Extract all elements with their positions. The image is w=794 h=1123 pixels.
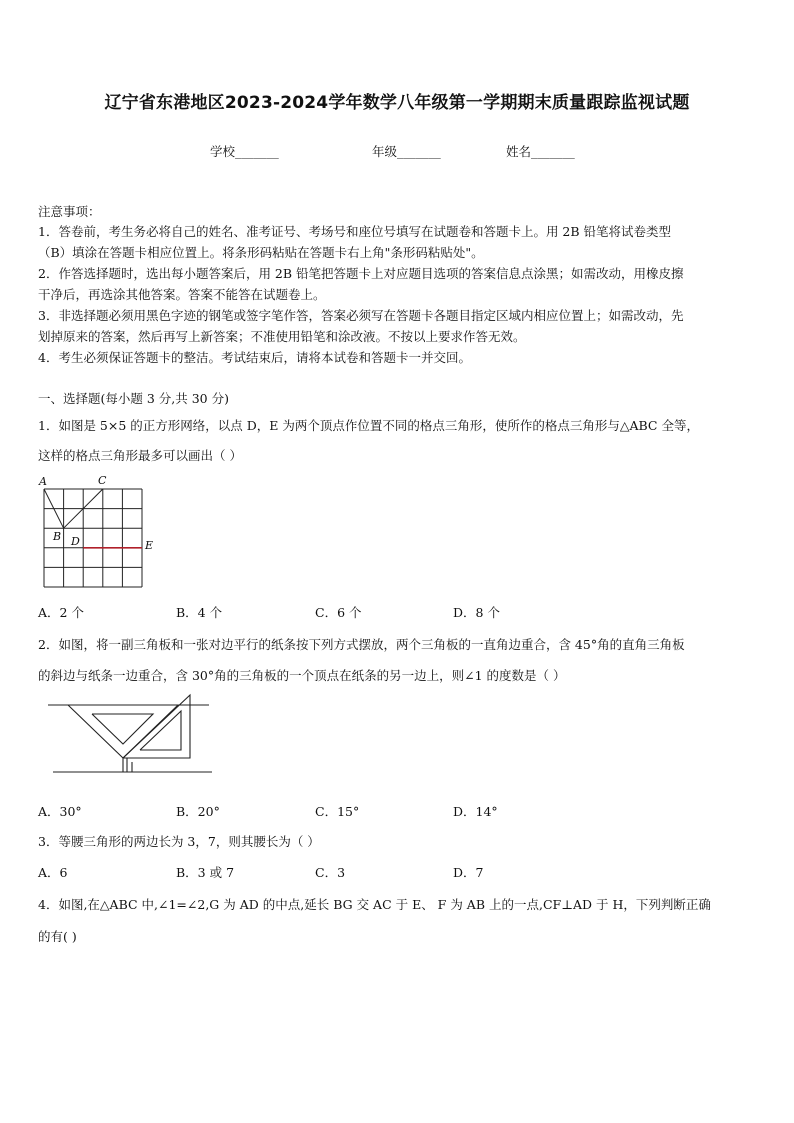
question-3-text: 3．等腰三角形的两边长为 3，7，则其腰长为（ ） bbox=[38, 834, 320, 849]
q1-option-b: B．4 个 bbox=[176, 605, 223, 620]
question-1-text: 这样的格点三角形最多可以画出（ ） bbox=[38, 448, 242, 463]
q1-option-d: D．8 个 bbox=[453, 605, 500, 620]
notice-heading: 注意事项： bbox=[38, 204, 101, 219]
q2-option-d: D．14° bbox=[453, 804, 498, 819]
q1-option-c: C．6 个 bbox=[315, 605, 362, 620]
notice-line: （B）填涂在答题卡相应位置上。将条形码粘贴在答题卡右上角"条形码粘贴处"。 bbox=[38, 245, 484, 260]
q2-option-b: B．20° bbox=[176, 804, 220, 819]
notice-line: 干净后，再选涂其他答案。答案不能答在试题卷上。 bbox=[38, 287, 326, 302]
label-c: C bbox=[98, 474, 107, 487]
q2-option-c: C．15° bbox=[315, 804, 360, 819]
q2-option-a: A．30° bbox=[38, 804, 82, 819]
question-4-text: 的有( ) bbox=[38, 929, 77, 944]
name-field: 姓名_______ bbox=[506, 144, 575, 159]
notice-line: 划掉原来的答案，然后再写上新答案；不准使用铅笔和涂改液。不按以上要求作答无效。 bbox=[38, 329, 526, 344]
notice-line: 3．非选择题必须用黑色字迹的钢笔或签字笔作答，答案必须写在答题卡各题目指定区域内相应位置上；如需改动，先 bbox=[38, 308, 684, 323]
grade-field: 年级_______ bbox=[372, 144, 441, 159]
label-b: B bbox=[53, 530, 62, 543]
label-e: E bbox=[145, 539, 154, 552]
notice-line: 4．考生必须保证答题卡的整洁。考试结束后，请将本试卷和答题卡一并交回。 bbox=[38, 350, 471, 365]
q3-option-c: C．3 bbox=[315, 865, 346, 880]
question-4-text: 4．如图,在△ABC 中,∠1=∠2,G 为 AD 的中点,延长 BG 交 AC 于 E、 F 为 AB 上的一点,CF⊥AD 于 H，下列判断正确 bbox=[38, 897, 711, 912]
section-heading: 一、选择题(每小题 3 分,共 30 分) bbox=[38, 391, 229, 406]
question-2-text: 的斜边与纸条一边重合，含 30°角的三角板的一个顶点在纸条的另一边上，则∠1 的度数是（ ） bbox=[38, 668, 566, 683]
q3-option-b: B．3 或 7 bbox=[176, 865, 235, 880]
notice-line: 1．答卷前，考生务必将自己的姓名、准考证号、考场号和座位号填写在试题卷和答题卡上。用 2B 铅笔将试卷类型 bbox=[38, 224, 672, 239]
label-d: D bbox=[71, 535, 80, 548]
school-field: 学校_______ bbox=[210, 144, 279, 159]
question-1-text: 1．如图是 5×5 的正方形网络，以点 D，E 为两个顶点作位置不同的格点三角形，使所作的格点三角形与△ABC 全等， bbox=[38, 418, 699, 433]
page-title: 辽宁省东港地区2023-2024学年数学八年级第一学期期末质量跟踪监视试题 bbox=[104, 93, 690, 113]
q3-option-d: D．7 bbox=[453, 865, 484, 880]
question-2-text: 2．如图，将一副三角板和一张对边平行的纸条按下列方式摆放，两个三角板的一直角边重合，含 45°角的直角三角板 bbox=[38, 637, 685, 652]
notice-line: 2．作答选择题时，选出每小题答案后，用 2B 铅笔把答题卡上对应题目选项的答案信息点涂黑；如需改动，用橡皮擦 bbox=[38, 266, 684, 281]
q1-option-a: A．2 个 bbox=[38, 605, 84, 620]
q3-option-a: A．6 bbox=[38, 865, 68, 880]
label-a: A bbox=[39, 475, 47, 488]
